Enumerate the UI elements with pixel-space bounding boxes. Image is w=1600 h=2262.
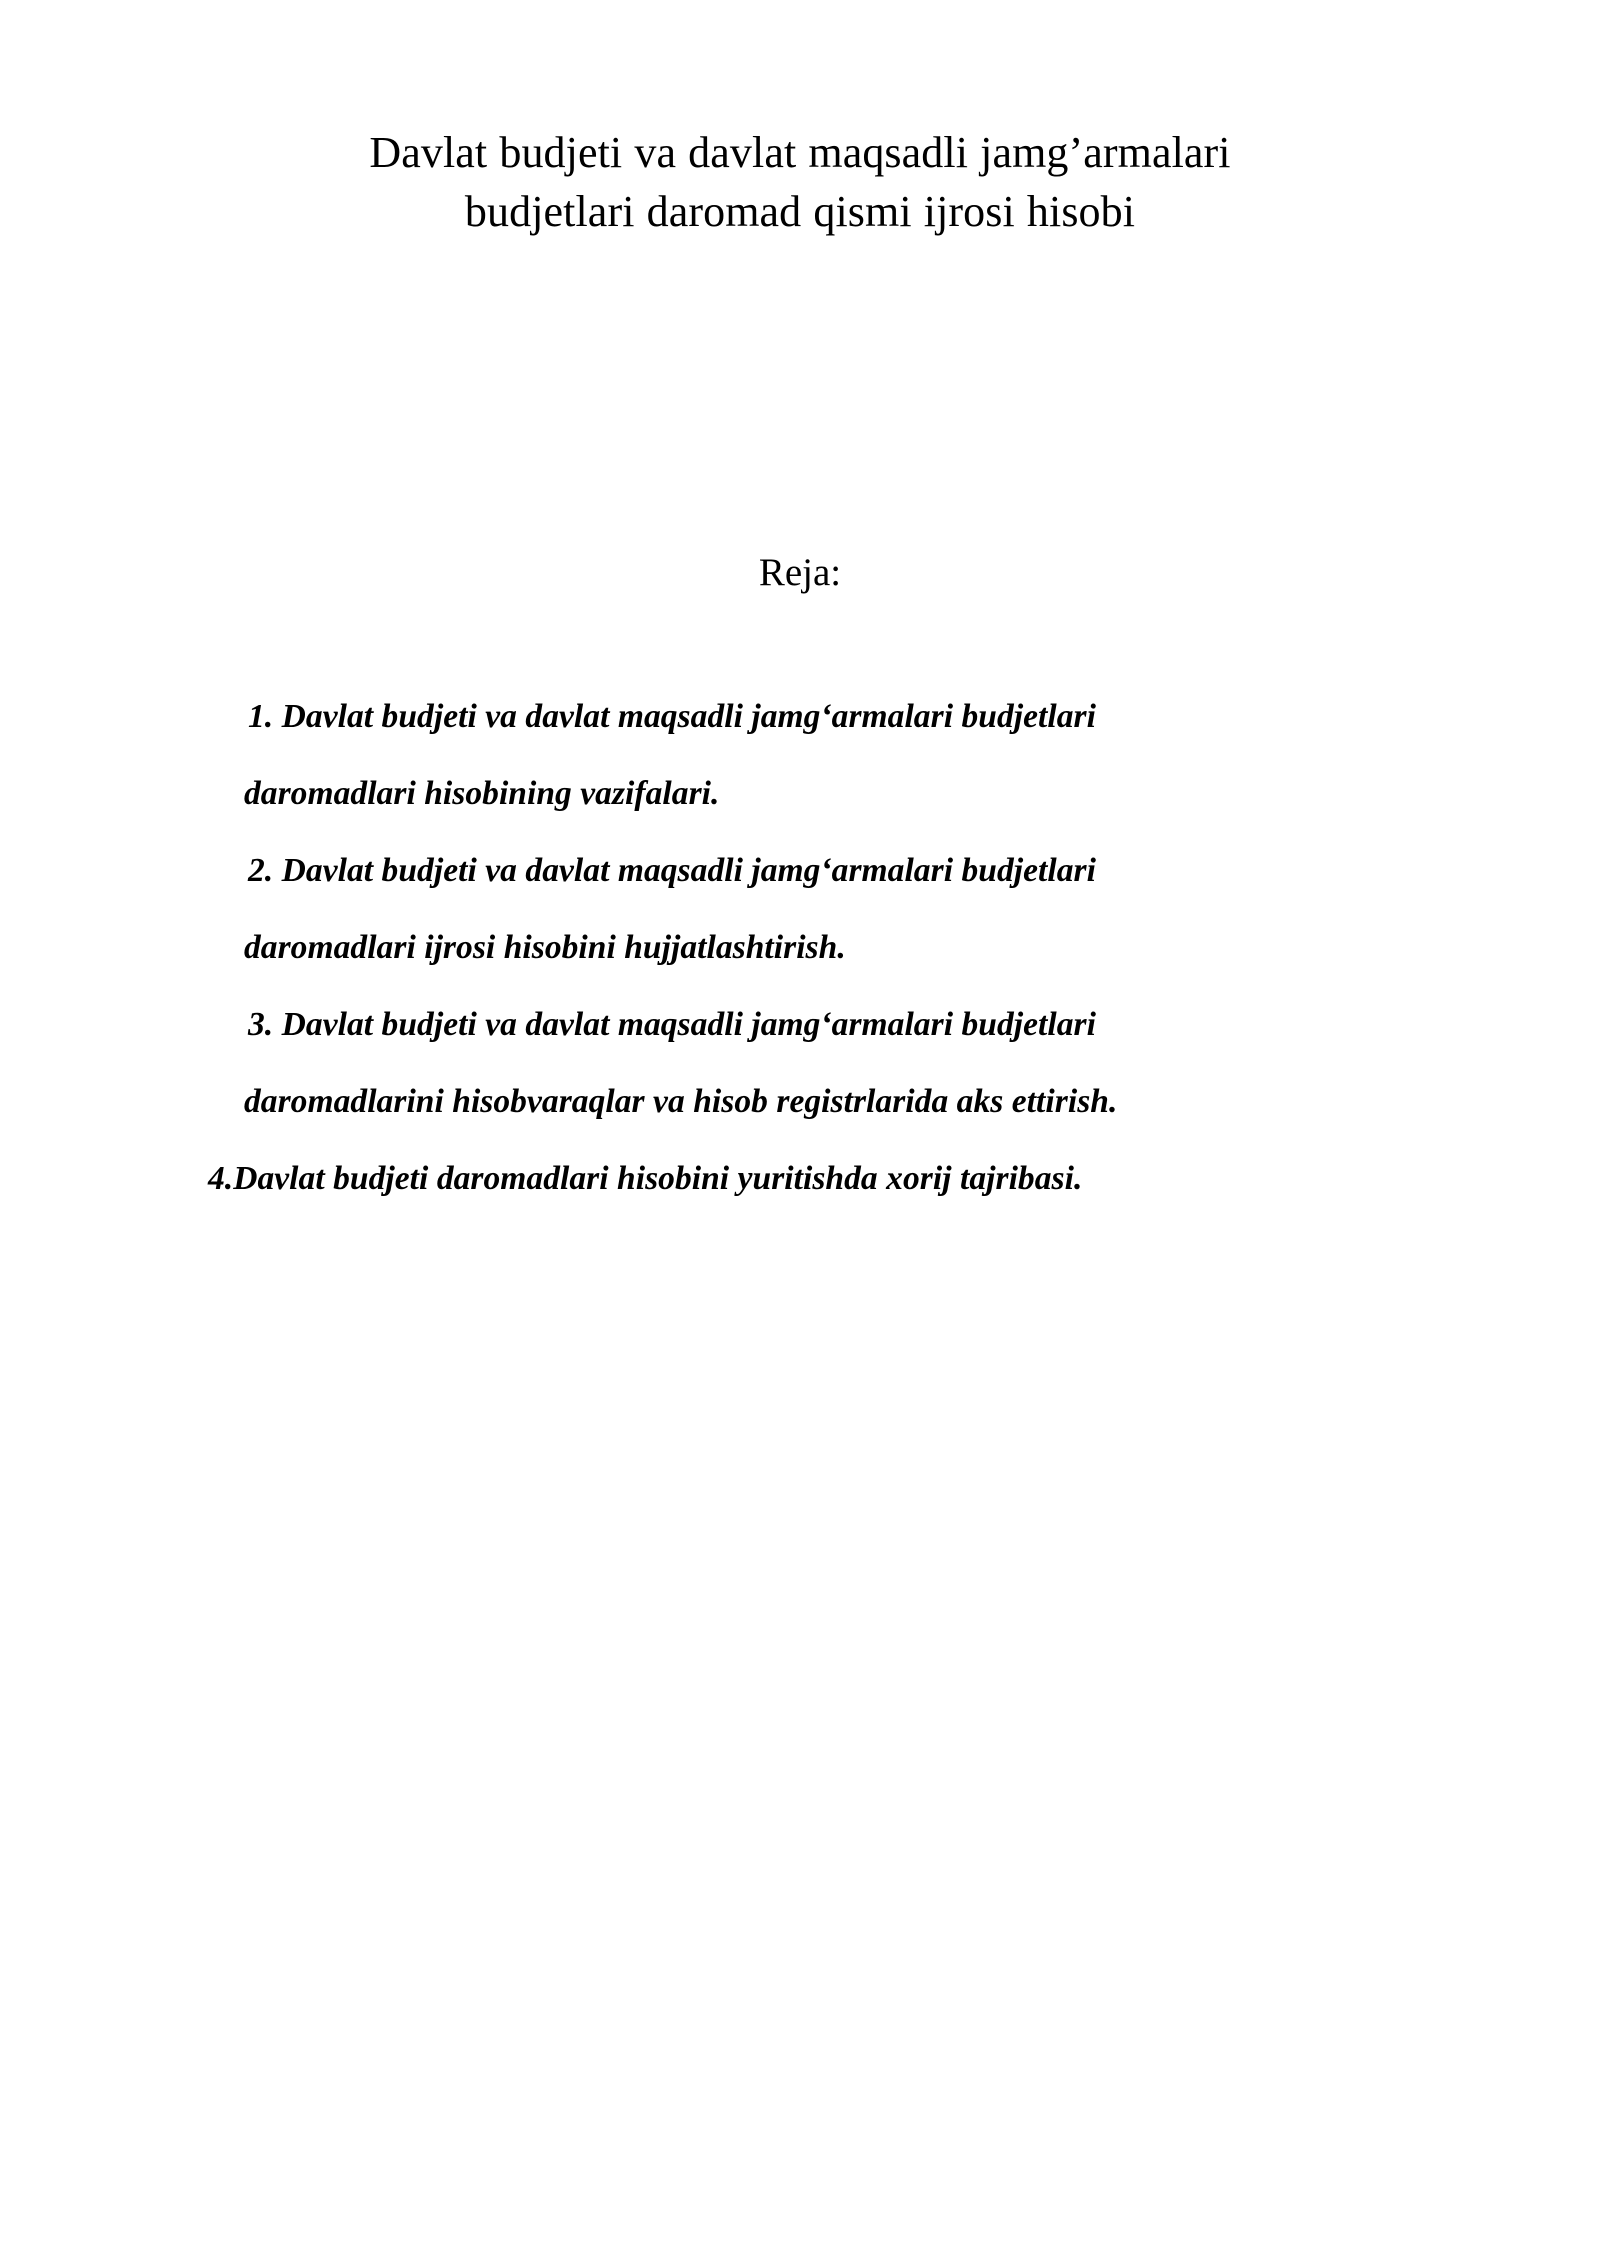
page-title — [200, 124, 1400, 241]
plan-list-item-1 — [224, 678, 1404, 832]
plan-item-1-line-1: 1. Davlat budjeti va davlat maqsadli jamg‘armalari budjetlari — [248, 698, 1096, 735]
plan-item-2-line-2: daromadlari ijrosi hisobini hujjatlashtirish. — [244, 929, 846, 966]
page-title-line-1: Davlat budjeti va davlat maqsadli jamg’armalari — [369, 128, 1231, 178]
plan-list-item-3 — [224, 986, 1404, 1140]
plan-list-item-4 — [208, 1140, 1404, 1217]
plan-heading: Reja: — [758, 551, 842, 594]
plan-list-item-2 — [224, 832, 1404, 986]
plan-item-4-line-1: 4.Davlat budjeti daromadlari hisobini yuritishda xorij tajribasi. — [208, 1160, 1083, 1197]
page-title-line-2: budjetlari daromad qismi ijrosi hisobi — [464, 186, 1136, 236]
plan-item-3-line-2: daromadlarini hisobvaraqlar va hisob registrlarida aks ettirish. — [244, 1083, 1118, 1120]
plan-item-2-line-1: 2. Davlat budjeti va davlat maqsadli jamg‘armalari budjetlari — [248, 852, 1096, 889]
plan-list — [208, 678, 1404, 1217]
plan-item-1-line-2: daromadlari hisobining vazifalari. — [244, 775, 720, 812]
plan-item-3-line-1: 3. Davlat budjeti va davlat maqsadli jamg‘armalari budjetlari — [248, 1006, 1096, 1043]
